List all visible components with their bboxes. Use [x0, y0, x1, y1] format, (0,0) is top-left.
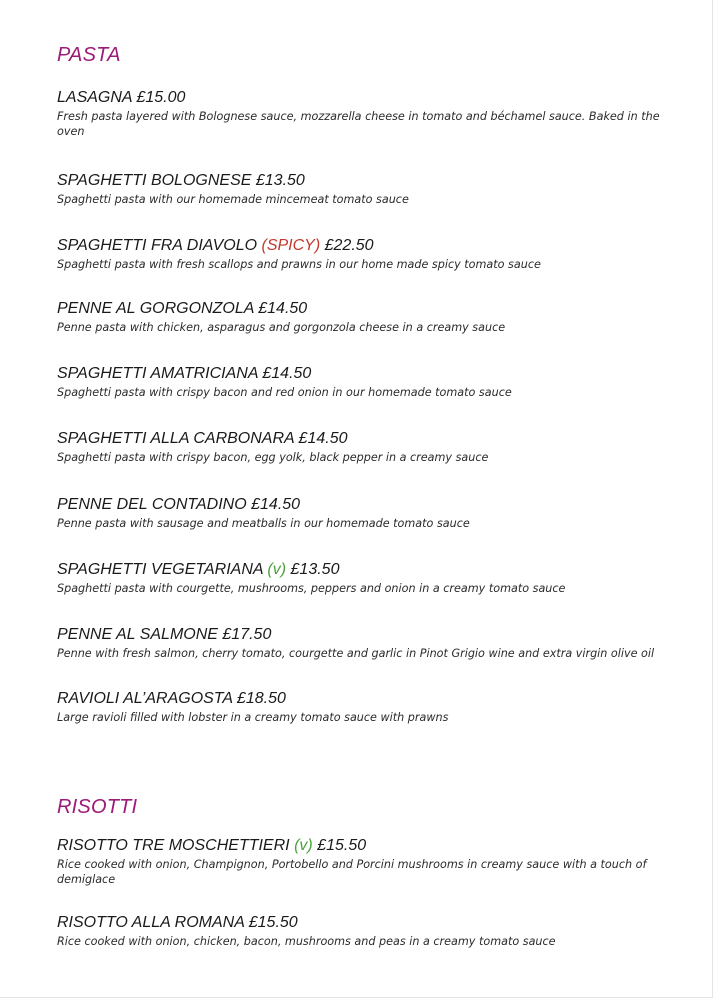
- vegetarian-tag: (v): [294, 837, 313, 854]
- item-description: Spaghetti pasta with courgette, mushrooms, peppers and onion in a creamy tomato sauce: [57, 582, 566, 595]
- item-price: £14.50: [298, 430, 348, 447]
- item-description: Penne pasta with chicken, asparagus and gorgonzola cheese in a creamy sauce: [57, 321, 506, 334]
- item-name: SPAGHETTI ALLA CARBONARA: [57, 430, 295, 447]
- item-price: £13.50: [255, 172, 305, 189]
- item-title: [57, 625, 672, 645]
- item-description: Large ravioli filled with lobster in a creamy tomato sauce with prawns: [57, 711, 449, 724]
- item-title: [57, 836, 672, 856]
- menu-item-risotto-tre-moschettieri: [57, 836, 672, 887]
- menu-item-lasagna: [57, 88, 672, 139]
- item-price: £18.50: [236, 690, 286, 707]
- item-name: LASAGNA: [57, 89, 132, 106]
- vegetarian-tag: (v): [267, 561, 287, 578]
- item-description: Penne pasta with sausage and meatballs in our homemade tomato sauce: [57, 517, 470, 530]
- item-price: £17.50: [222, 626, 272, 643]
- item-description: Penne with fresh salmon, cherry tomato, courgette and garlic in Pinot Grigio wine and extra virgin olive oil: [57, 647, 655, 660]
- item-price: £14.50: [251, 496, 301, 513]
- item-name: RISOTTO ALLA ROMANA: [57, 914, 245, 931]
- item-description: Spaghetti pasta with our homemade mincemeat tomato sauce: [57, 193, 409, 206]
- menu-item-risotto-alla-romana: [57, 913, 672, 949]
- item-description: Spaghetti pasta with fresh scallops and prawns in our home made spicy tomato sauce: [57, 258, 541, 271]
- item-title: [57, 689, 672, 709]
- item-name: RAVIOLI AL’ARAGOSTA: [57, 690, 233, 707]
- spicy-tag: (SPICY): [261, 237, 321, 254]
- item-price: £15.00: [136, 89, 186, 106]
- item-name: PENNE DEL CONTADINO: [57, 496, 247, 513]
- menu-item-spaghetti-fra-diavolo: [57, 236, 672, 272]
- item-description: Spaghetti pasta with crispy bacon and red onion in our homemade tomato sauce: [57, 386, 512, 399]
- item-title: [57, 913, 672, 933]
- item-title: [57, 364, 672, 384]
- item-name: SPAGHETTI AMATRICIANA: [57, 365, 258, 382]
- section-title-risotti: RISOTTI: [57, 796, 138, 818]
- item-title: [57, 171, 672, 191]
- item-title: [57, 299, 672, 319]
- item-description: Rice cooked with onion, Champignon, Portobello and Porcini mushrooms in creamy sauce with a touch of demiglace: [57, 858, 647, 886]
- item-title: [57, 429, 672, 449]
- menu-item-penne-al-salmone: [57, 625, 672, 661]
- item-description: Fresh pasta layered with Bolognese sauce, mozzarella cheese in tomato and béchamel sauce. Baked in the oven: [57, 110, 660, 138]
- section-title-pasta: PASTA: [57, 44, 121, 66]
- item-price: £14.50: [258, 300, 308, 317]
- item-name: RISOTTO TRE MOSCHETTIERI: [57, 837, 290, 854]
- item-name: PENNE AL SALMONE: [57, 626, 218, 643]
- item-title: [57, 88, 672, 108]
- item-name: SPAGHETTI FRA DIAVOLO: [57, 237, 258, 254]
- item-name: SPAGHETTI VEGETARIANA: [57, 561, 263, 578]
- menu-item-spaghetti-amatriciana: [57, 364, 672, 400]
- menu-item-spaghetti-vegetariana: [57, 560, 672, 596]
- item-title: [57, 560, 672, 580]
- item-price: £14.50: [262, 365, 312, 382]
- menu-item-penne-al-gorgonzola: [57, 299, 672, 335]
- item-price: £22.50: [324, 237, 374, 254]
- item-name: PENNE AL GORGONZOLA: [57, 300, 254, 317]
- item-price: £15.50: [317, 837, 367, 854]
- item-name: SPAGHETTI BOLOGNESE: [57, 172, 252, 189]
- menu-item-spaghetti-bolognese: [57, 171, 672, 207]
- menu-item-spaghetti-alla-carbonara: [57, 429, 672, 465]
- item-price: £15.50: [248, 914, 298, 931]
- item-price: £13.50: [290, 561, 340, 578]
- menu-item-ravioli-al-aragosta: [57, 689, 672, 725]
- item-title: [57, 236, 672, 256]
- item-title: [57, 495, 672, 515]
- menu-item-penne-del-contadino: [57, 495, 672, 531]
- item-description: Rice cooked with onion, chicken, bacon, mushrooms and peas in a creamy tomato sauce: [57, 935, 556, 948]
- item-description: Spaghetti pasta with crispy bacon, egg yolk, black pepper in a creamy sauce: [57, 451, 489, 464]
